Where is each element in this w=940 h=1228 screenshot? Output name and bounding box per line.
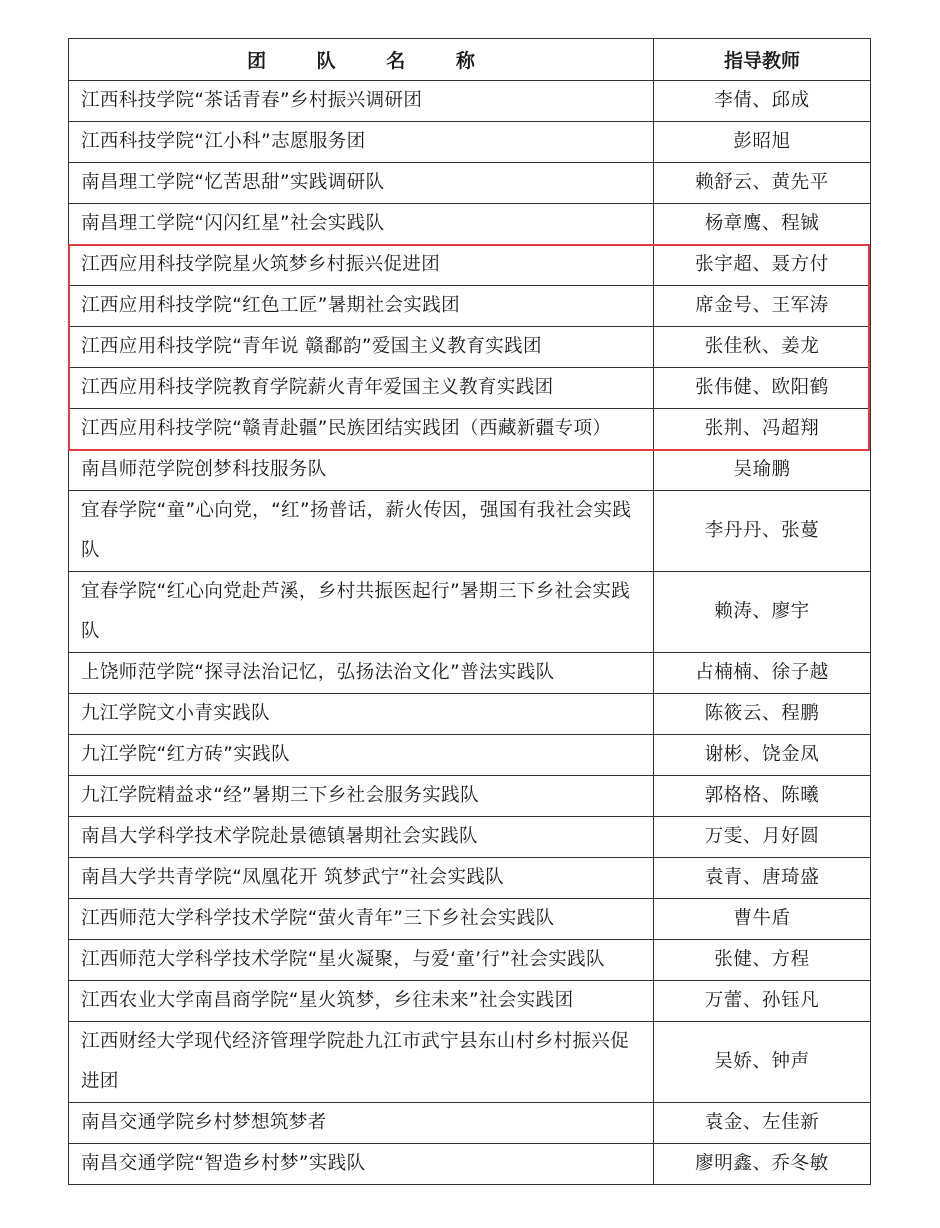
team-name-cell: 江西应用科技学院“青年说 赣鄱韵”爱国主义教育实践团 (69, 327, 654, 368)
team-name-cell: 南昌交通学院“智造乡村梦”实践队 (69, 1144, 654, 1185)
table-row (69, 286, 871, 327)
table-row (69, 245, 871, 286)
advisor-cell: 张伟健、欧阳鹤 (654, 368, 871, 409)
advisor-cell: 张健、方程 (654, 940, 871, 981)
table-row (69, 817, 871, 858)
advisor-cell: 吴娇、钟声 (654, 1022, 871, 1103)
advisor-cell: 陈筱云、程鹏 (654, 694, 871, 735)
advisor-cell: 彭昭旭 (654, 122, 871, 163)
team-name-cell: 江西财经大学现代经济管理学院赴九江市武宁县东山村乡村振兴促进团 (69, 1022, 654, 1103)
team-name-cell: 宜春学院“红心向党赴芦溪，乡村共振医起行”暑期三下乡社会实践队 (69, 572, 654, 653)
advisor-cell: 万蕾、孙钰凡 (654, 981, 871, 1022)
advisor-cell: 占楠楠、徐子越 (654, 653, 871, 694)
advisor-cell: 万雯、月好圆 (654, 817, 871, 858)
team-name-cell: 南昌交通学院乡村梦想筑梦者 (69, 1103, 654, 1144)
team-name-cell: 江西应用科技学院“赣青赴疆”民族团结实践团（西藏新疆专项） (69, 409, 654, 450)
table-row (69, 572, 871, 653)
team-name-cell: 上饶师范学院“探寻法治记忆，弘扬法治文化”普法实践队 (69, 653, 654, 694)
team-name-cell: 南昌大学科学技术学院赴景德镇暑期社会实践队 (69, 817, 654, 858)
advisor-cell: 赖舒云、黄先平 (654, 163, 871, 204)
table-row (69, 368, 871, 409)
table-row (69, 409, 871, 450)
table-row (69, 735, 871, 776)
table-row (69, 940, 871, 981)
team-name-cell: 南昌大学共青学院“凤凰花开 筑梦武宁”社会实践队 (69, 858, 654, 899)
table-row (69, 776, 871, 817)
team-name-cell: 江西应用科技学院“红色工匠”暑期社会实践团 (69, 286, 654, 327)
advisor-cell: 谢彬、饶金凤 (654, 735, 871, 776)
advisor-cell: 李丹丹、张蔓 (654, 491, 871, 572)
advisor-cell: 袁青、唐琦盛 (654, 858, 871, 899)
advisor-cell: 张荆、冯超翔 (654, 409, 871, 450)
table-row (69, 1144, 871, 1185)
team-name-cell: 江西应用科技学院星火筑梦乡村振兴促进团 (69, 245, 654, 286)
table-row (69, 491, 871, 572)
team-name-cell: 江西应用科技学院教育学院薪火青年爱国主义教育实践团 (69, 368, 654, 409)
table-row (69, 858, 871, 899)
table-row (69, 163, 871, 204)
team-name-cell: 南昌理工学院“闪闪红星”社会实践队 (69, 204, 654, 245)
team-table (68, 38, 871, 1185)
table-row (69, 653, 871, 694)
advisor-cell: 袁金、左佳新 (654, 1103, 871, 1144)
table-row (69, 694, 871, 735)
advisor-cell: 席金号、王军涛 (654, 286, 871, 327)
table-row (69, 204, 871, 245)
header-advisor: 指导教师 (654, 39, 871, 81)
advisor-cell: 张宇超、聂方付 (654, 245, 871, 286)
table-row (69, 1103, 871, 1144)
table-row (69, 81, 871, 122)
table-row (69, 1022, 871, 1103)
team-name-cell: 江西师范大学科学技术学院“萤火青年”三下乡社会实践队 (69, 899, 654, 940)
table-row (69, 122, 871, 163)
header-team-name: 团 队 名 称 (69, 39, 654, 81)
team-name-cell: 九江学院文小青实践队 (69, 694, 654, 735)
team-name-cell: 江西师范大学科学技术学院“星火凝聚，与爱‘童’行”社会实践队 (69, 940, 654, 981)
table-row (69, 981, 871, 1022)
team-name-cell: 江西农业大学南昌商学院“星火筑梦，乡往未来”社会实践团 (69, 981, 654, 1022)
table-row (69, 899, 871, 940)
advisor-cell: 曹牛盾 (654, 899, 871, 940)
team-name-cell: 宜春学院“童”心向党，“红”扬普话，薪火传因，强国有我社会实践队 (69, 491, 654, 572)
advisor-cell: 赖涛、廖宇 (654, 572, 871, 653)
advisor-cell: 张佳秋、姜龙 (654, 327, 871, 368)
advisor-cell: 杨章鹰、程铖 (654, 204, 871, 245)
table-row (69, 450, 871, 491)
team-name-cell: 江西科技学院“江小科”志愿服务团 (69, 122, 654, 163)
advisor-cell: 廖明鑫、乔冬敏 (654, 1144, 871, 1185)
advisor-cell: 郭格格、陈曦 (654, 776, 871, 817)
team-name-cell: 九江学院精益求“经”暑期三下乡社会服务实践队 (69, 776, 654, 817)
team-name-cell: 江西科技学院“茶话青春”乡村振兴调研团 (69, 81, 654, 122)
team-name-cell: 南昌理工学院“忆苦思甜”实践调研队 (69, 163, 654, 204)
table-row (69, 327, 871, 368)
advisor-cell: 吴瑜鹏 (654, 450, 871, 491)
team-name-cell: 南昌师范学院创梦科技服务队 (69, 450, 654, 491)
document-page (68, 38, 870, 1185)
team-name-cell: 九江学院“红方砖”实践队 (69, 735, 654, 776)
table-header-row (69, 39, 871, 81)
advisor-cell: 李倩、邱成 (654, 81, 871, 122)
